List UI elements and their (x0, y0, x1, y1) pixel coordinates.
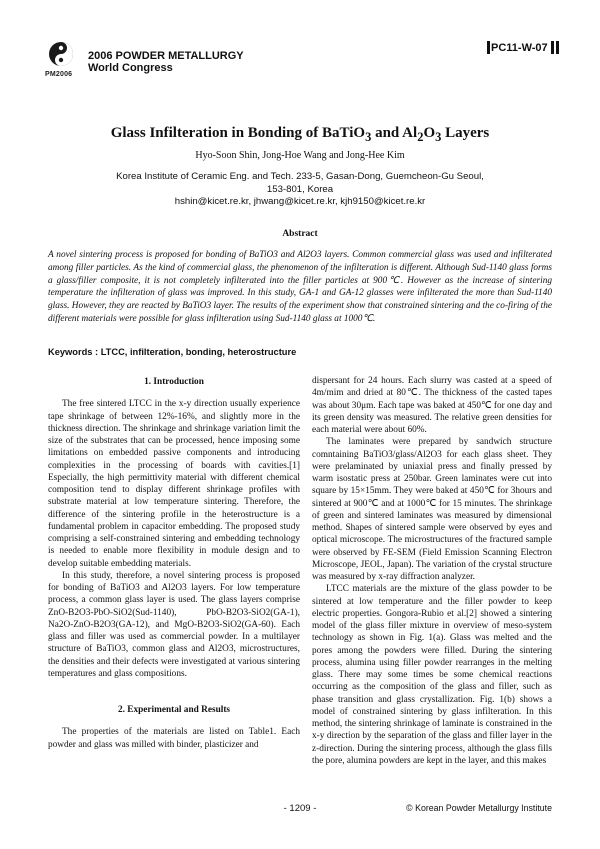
code-bar-right (551, 41, 554, 54)
conference-title-line1: 2006 POWDER METALLURGY (88, 50, 244, 62)
title-sub: 2 (417, 130, 424, 144)
right-paragraph-2: The laminates were prepared by sandwich structure comntaining BaTiO3/glass/Al2O3 for each glass sheet. They were prelaminated by uniaxial press and finally pressed by warm isostatic press at 250bar. Green laminates were cut into square by 15×15mm. They were baked at 450℃ for 3hours and sintered at 900℃ and at 1000℃ for 15 minutes. The shrinkage of green and sintered laminates was measured by dimensional method. Shapes of sintered sample were observed by eyes and optical microscope. The microstructures of the fractured sample were observed by FE-SEM (Field Emission Scanning Electron Microscope, JEOL, Japan). The variation of the crystal structure was measured by x-ray diffraction analyzer. (312, 437, 552, 582)
affiliation (0, 171, 600, 209)
keywords: Keywords : LTCC, infilteration, bonding, heterostructure (48, 347, 297, 357)
title-part: O (423, 125, 436, 141)
title-part: Layers (441, 125, 490, 141)
code-bar-right-2 (556, 41, 559, 54)
left-column (48, 376, 300, 751)
affiliation-line: 153-801, Korea (266, 183, 334, 195)
logo-year: PM2006 (45, 71, 73, 78)
right-paragraph-1: dispersant for 24 hours. Each slurry was casted at a speed of 4m/mim and dried at 80℃. The thickness of the casted tapes was about 30μm. Each tape was baked at 450℃ for one day and its green density was measured. The relative green densities for each material were about 60%. (312, 376, 552, 435)
abstract-heading: Abstract (282, 229, 318, 239)
paper-code (486, 41, 560, 54)
paper-title (0, 125, 600, 145)
intro-paragraph-2: In this study, therefore, a novel sintering process is proposed for bonding of BaTiO3 and Al2O3 layers. For low temperature process, a common glass layer is used. The glass layers comprise ZnO-B2O3-PbO-SiO2(Sud-1140), PbO-B2O3-SiO2(GA-1), Na2O-ZnO-B2O3(GA-12), and MgO-B2O3-SiO2(GA-60). Each glass and filler was used as commercial powder. In a multilayer structure of BaTiO3, common glass and Al2O3, microstructures, the densities and their defects were investigated at various sintering temperatures and glass compositions. (48, 570, 300, 679)
affiliation-line: Korea Institute of Ceramic Eng. and Tech. 233-5, Gasan-Dong, Guemcheon-Gu Seoul, (116, 171, 484, 182)
section-gap (48, 680, 300, 704)
right-paragraph-3: LTCC materials are the mixture of the glass powder to be sintered at low temperature and the filler powder to keep electric properties. Gongora-Rubio et al.[2] showed a sintering model of the glass filler mixture in overview of meso-system technology as shown in Fig. 1(a). Glass was melted and the pores among the powders were filled. During the sintering process, alumina using filler powder rearranges in the melting glass. There may some times be some chemical reactions occurring as the composition of the glass and filler, such as phase transition and glass crystallization. Fig. 1(b) shows a model of constrained sintering by glass infilteration. In this method, the sintering shrinkage of laminate is constrained in the x-y direction by the separation of the glass and filler layer in the z-direction. During the sintering process, although the glass fills the pore, alumina powders are kept in the layer, and this makes (312, 584, 552, 766)
paper-code-text: PC11-W-07 (491, 41, 548, 54)
page-number: - 1209 - (283, 803, 317, 814)
experimental-paragraph-1: The properties of the materials are listed on Table1. Each powder and glass was milled with binder, plasticizer and (48, 727, 300, 750)
title-sub: 3 (365, 130, 372, 144)
intro-paragraph-1: The free sintered LTCC in the x-y direction usually experience tape shrinkage of between 12%-16%, and slightly more in the thickness direction. The shrinkage and shrinkage variation limit the size of the substrates that can be processed, hence imposing some limitations on embedded passive components and introducing complexities in the processing of boards with cavities.[1] Especially, the high permittivity material with different chemical composition tend to display different shrinkage profiles with substrate material at low temperature sintering. Therefore, the difference of the sintering profile in the heterostructure is a fundamental problem in capacitor embedding. The proposed study comprising a self-constrained sintering and embedding technology is needed to enable more flexibility in module design and to develop suitable embedding materials. (48, 399, 300, 569)
author-emails: hshin@kicet.re.kr, jhwang@kicet.re.kr, kjh9150@kicet.re.kr (174, 196, 426, 208)
title-part: and Al (371, 125, 418, 141)
section-heading-experimental: 2. Experimental and Results (117, 705, 231, 715)
authors: Hyo-Soon Shin, Jong-Hoe Wang and Jong-Hee Kim (195, 150, 405, 161)
section-heading-introduction: 1. Introduction (144, 377, 204, 387)
conference-title (88, 50, 244, 74)
title-sub: 3 (435, 130, 442, 144)
abstract-text: A novel sintering process is proposed for bonding of BaTiO3 and Al2O3 layers. Common commercial glass was used and infilterated among filler particles. As the kind of commercial glass, the phenomenon of the infilteration is different. Although Sud-1140 glass forms a glass/filler composite, it is not completely infilterated into the filler particles at 900℃. However as the increase of sintering temperature the infilteration of glass was improved. In this study, GA-1 and GA-12 glasses were infilterated the more than Sud-1140 glass. However, they are reacted by BaTiO3 layer. The results of the experiment show that constrained sintering and the co-firing of the different materials were possible for glass infilteration using Sud-1140 glass at 1000℃. (48, 250, 552, 324)
copyright-notice: © Korean Powder Metallurgy Institute (406, 803, 552, 813)
code-bar-left (487, 41, 490, 54)
right-column (312, 375, 552, 767)
title-part: Glass Infilteration in Bonding of BaTiO (110, 125, 366, 141)
conference-title-line2: World Congress (88, 62, 173, 74)
